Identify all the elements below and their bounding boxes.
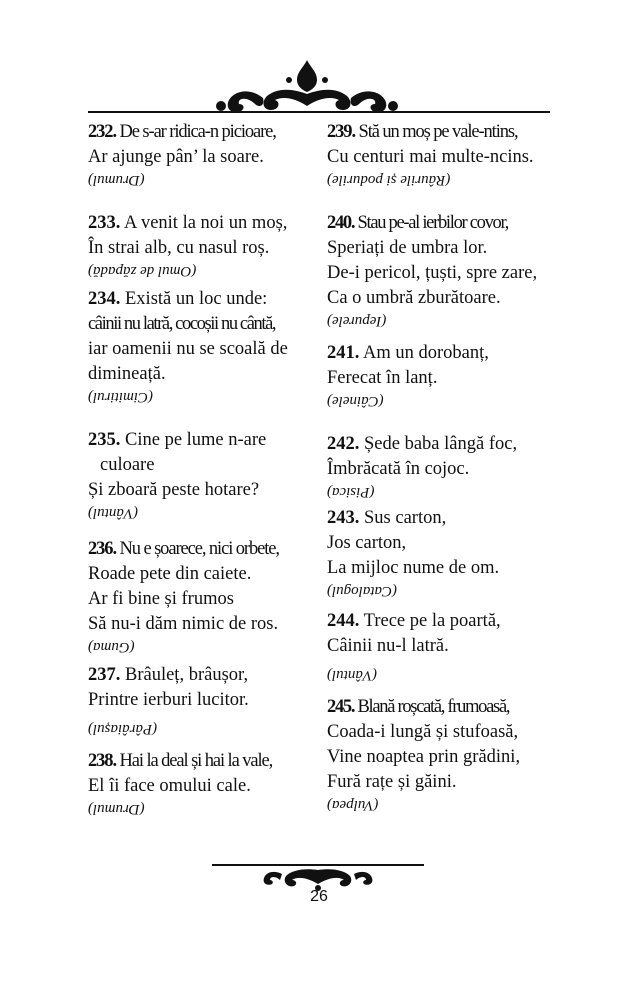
riddle-line: Ar fi bine și frumos [88,589,234,609]
riddle-answer: (Pisica) [327,484,375,500]
riddle-244 [327,609,559,685]
riddle-answer: (Catalogul) [327,583,397,599]
riddle-answer: (Iepurele) [327,313,387,329]
riddle-line: câinii nu latră, cocoșii nu cântă, [88,314,276,334]
riddle-answer: (Omul de zăpadă) [88,263,197,279]
riddle-line [88,749,314,774]
riddle-number: 236. [88,539,116,559]
riddle-line: Și zboară peste hotare? [88,480,260,500]
riddle-answer: (Vântul) [327,667,377,683]
riddle-number: 237. [88,665,121,685]
riddle-243 [327,506,559,601]
riddle-line: Ar ajunge pân’ la soare. [88,147,264,167]
riddle-line: dimineață. [88,364,166,384]
riddle-line: El îi face omului cale. [88,776,251,796]
riddle-text: Nu e șoarece, nici orbete, [119,539,279,559]
riddle-text: Trece pe la poartă, [363,611,501,631]
riddle-233 [88,211,314,281]
riddle-line: La mijloc nume de om. [327,558,500,578]
riddle-answer: (Drumul) [88,801,145,817]
riddle-237 [88,663,314,739]
riddle-line [88,120,314,145]
riddle-232 [88,120,314,190]
riddle-line [327,341,559,366]
riddle-line [327,609,559,634]
riddle-number: 238. [88,751,116,771]
riddle-line: Roade pete din caiete. [88,564,252,584]
riddle-text: Stă un moș pe vale-ntins, [358,122,518,142]
right-column [327,120,559,815]
riddle-line [327,432,559,457]
riddle-number: 233. [88,213,121,233]
riddle-text: Stau pe-al ierbilor covor, [357,213,508,233]
riddle-text: A venit la noi un moș, [123,213,288,233]
riddle-line: Fură rațe și găini. [327,772,457,792]
riddle-line: culoare [100,455,155,475]
riddle-245 [327,695,559,815]
riddle-number: 240. [327,213,355,233]
riddle-line: Câinii nu-l latră. [327,636,449,656]
top-ornament-icon [213,58,401,118]
riddle-answer: (Vântul) [88,505,138,521]
riddle-line: Jos carton, [327,533,407,553]
riddle-241 [327,341,559,411]
riddle-238 [88,749,314,819]
riddle-line [88,211,314,236]
riddle-answer: (Drumul) [88,172,145,188]
top-rule [88,111,550,113]
riddle-text: Brâuleț, brâușor, [125,665,249,685]
riddle-line [327,506,559,531]
riddle-number: 232. [88,122,116,142]
riddle-number: 245. [327,697,355,717]
riddle-line: În strai alb, cu nasul roș. [88,238,270,258]
riddle-number: 243. [327,508,360,528]
left-column [88,120,314,819]
riddle-answer: (Cimitirul) [88,389,154,405]
riddle-line [88,537,314,562]
riddle-line: Îmbrăcată în cojoc. [327,459,470,479]
riddle-answer: (Câinele) [327,393,384,409]
riddle-text: De s-ar ridica-n picioare, [119,122,276,142]
riddle-line [88,287,314,312]
riddle-line [327,211,559,236]
riddle-number: 235. [88,430,121,450]
riddle-line: Să nu-i dăm nimic de ros. [88,614,279,634]
riddle-line: Speriați de umbra lor. [327,238,488,258]
riddle-line [88,663,314,688]
riddle-line: Ferecat în lanț. [327,368,438,388]
riddle-line [327,695,559,720]
riddle-236 [88,537,314,657]
riddle-line [327,120,559,145]
riddle-242 [327,432,559,502]
riddle-number: 234. [88,289,121,309]
riddle-answer: (Vulpea) [327,797,379,813]
riddle-line: Cu centuri mai multe-ncins. [327,147,534,167]
riddle-text: Sus carton, [364,508,447,528]
riddle-text: Șede baba lângă foc, [364,434,518,454]
page-number: 26 [310,888,328,905]
riddle-number: 239. [327,122,355,142]
riddle-line: Ca o umbră zburătoare. [327,288,501,308]
riddle-line: De-i pericol, țuști, spre zare, [327,263,538,283]
riddle-line [88,428,314,453]
riddle-number: 244. [327,611,360,631]
riddle-number: 241. [327,343,360,363]
riddle-text: Există un loc unde: [125,289,268,309]
riddle-text: Cine pe lume n-are [125,430,267,450]
riddle-text: Blană roșcată, frumoasă, [357,697,510,717]
riddle-line: Coada-i lungă și stufoasă, [327,722,519,742]
riddle-answer: (Guma) [88,639,135,655]
riddle-line: Printre ierburi lucitor. [88,690,249,710]
riddle-line: Vine noaptea prin grădini, [327,747,521,767]
riddle-text: Am un dorobanț, [362,343,489,363]
riddle-234 [88,287,314,407]
riddle-240 [327,211,559,331]
riddle-239 [327,120,559,190]
riddle-text: Hai la deal și hai la vale, [119,751,273,771]
riddle-235 [88,428,314,523]
riddle-line: iar oamenii nu se scoală de [88,339,288,359]
riddle-answer: (Pârâiașul) [88,721,158,737]
riddle-answer: (Râurile și podurile) [327,172,451,188]
riddle-number: 242. [327,434,360,454]
